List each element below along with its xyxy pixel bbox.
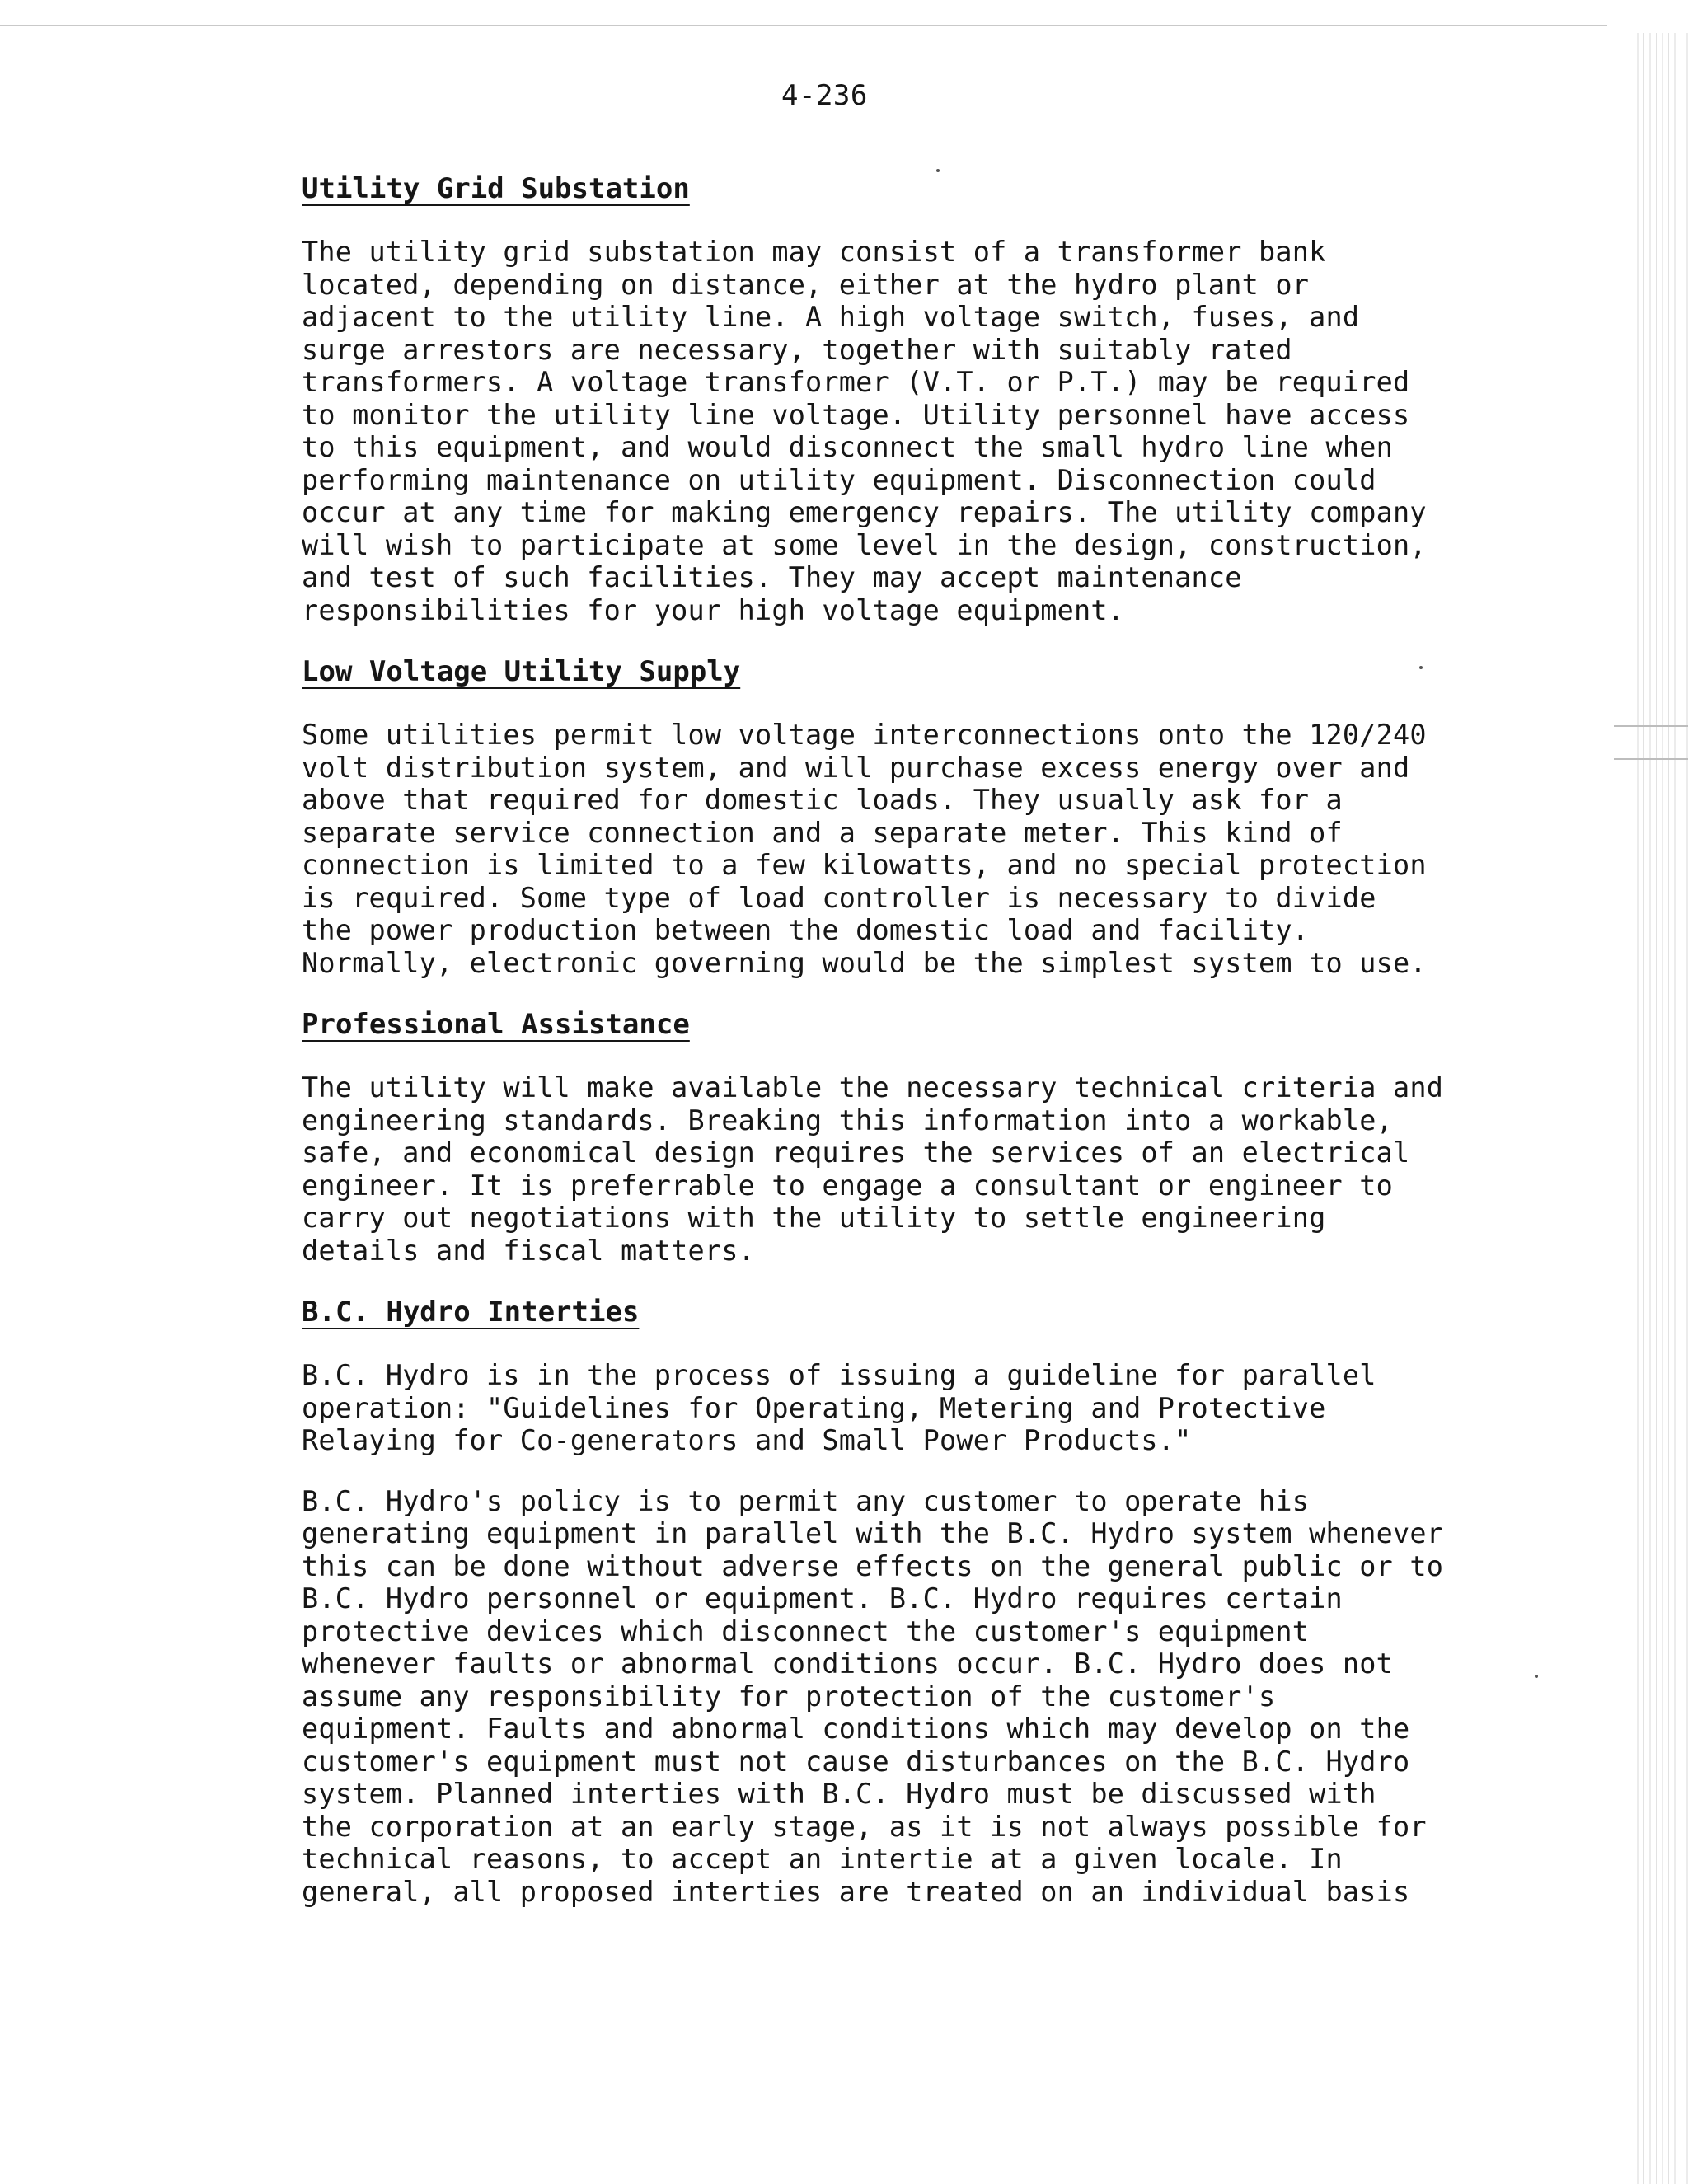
paragraph: The utility will make available the necessary technical criteria and engineering standards. Breaking this information into a workable, safe, and economical design requires the services of an electrical engineer. It is preferrable to engage a consultant or engineer to carry out negotiations with the utility to settle engineering details and fiscal matters. [302,1071,1444,1267]
paragraph: The utility grid substation may consist of a transformer bank located, depending on distance, either at the hydro plant or adjacent to the utility line. A high voltage switch, fuses, and surge arrestors are necessary, together with suitably rated transformers. A voltage transformer (V.T. or P.T.) may be required to monitor the utility line voltage. Utility personnel have access to this equipment, and would disconnect the small hydro line when performing maintenance on utility equipment. Disconnection could occur at any time for making emergency repairs. The utility company will wish to participate at some level in the design, construction, and test of such facilities. They may accept maintenance responsibilities for your high voltage equipment. [302,236,1427,626]
edge-mark [1614,758,1688,760]
section-low-voltage-utility-supply [302,654,1447,1007]
paragraph: Some utilities permit low voltage interconnections onto the 120/240 volt distribution system, and will purchase excess energy over and above that required for domestic loads. They usually ask for a separate service connection and a separate meter. This kind of connection is limited to a few kilowatts, and no special protection is required. Some type of load controller is necessary to divide the power production between the domestic load and facility. Normally, electronic governing would be the simplest system to use. [302,719,1427,979]
page-number: 4-236 [781,79,868,112]
section-professional-assistance [302,1007,1447,1295]
paragraph: B.C. Hydro's policy is to permit any customer to operate his generating equipment in parallel with the B.C. Hydro system whenever this can be done without adverse effects on the general public or to B.C. Hydro personnel or equipment. B.C. Hydro requires certain protective devices which disconnect the customer's equipment whenever faults or abnormal conditions occur. B.C. Hydro does not assume any responsibility for protection of the customer's equipment. Faults and abnormal conditions which may develop on the customer's equipment must not cause disturbances on the B.C. Hydro system. Planned interties with B.C. Hydro must be discussed with the corporation at an early stage, as it is not always possible for technical reasons, to accept an intertie at a given locale. In general, all proposed interties are treated on an individual basis [302,1484,1444,1908]
section-bc-hydro-interties [302,1295,1447,1908]
section-heading: Professional Assistance [302,1008,690,1041]
section-heading: Low Voltage Utility Supply [302,655,741,688]
document-body [302,171,1447,1908]
scan-speck [1535,1675,1538,1678]
top-scan-rule [0,25,1607,26]
edge-mark [1614,725,1688,727]
section-heading: B.C. Hydro Interties [302,1296,640,1329]
section-heading: Utility Grid Substation [302,172,690,205]
right-scan-edge [1632,33,1688,2184]
section-utility-grid-substation [302,171,1447,654]
paragraph: B.C. Hydro is in the process of issuing a guideline for parallel operation: "Guidelines for Operating, Metering and Protective Relaying for Co-generators and Small Power Products." [302,1359,1376,1456]
